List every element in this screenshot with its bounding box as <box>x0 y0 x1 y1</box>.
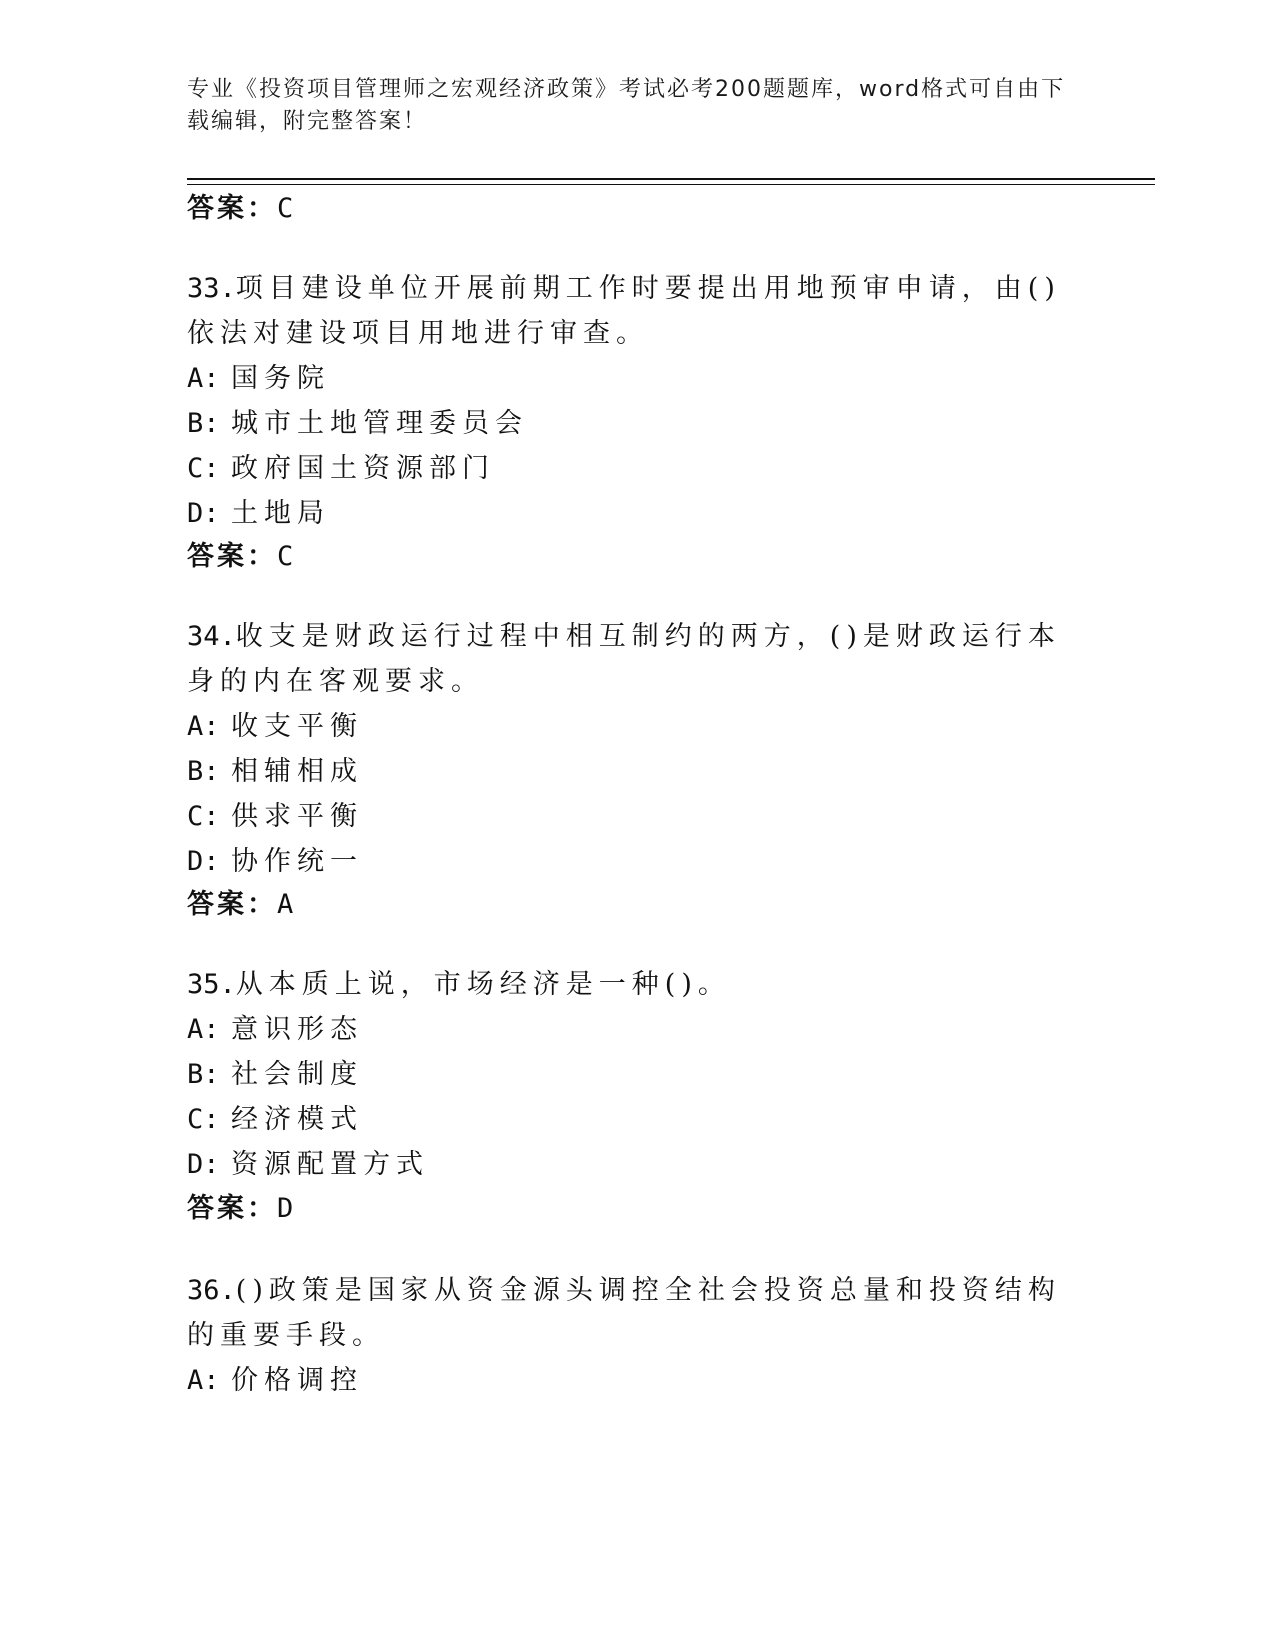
question-36 <box>187 1268 1087 1403</box>
option-a <box>187 1358 1087 1403</box>
option-text: 协作统一 <box>231 846 363 877</box>
answer-value: C <box>277 541 297 572</box>
option-text: 相辅相成 <box>231 756 363 787</box>
question-text: 收支是财政运行过程中相互制约的两方，()是财政运行本身的内在客观要求。 <box>187 621 1061 697</box>
answer-value: A <box>277 889 297 920</box>
option-text: 供求平衡 <box>231 801 363 832</box>
answer-label: 答案： <box>187 193 277 224</box>
answer-value: D <box>277 1193 297 1224</box>
question-stem <box>187 962 1087 1007</box>
header-rule-thick <box>187 178 1155 180</box>
option-a <box>187 1007 1087 1052</box>
option-key: A: <box>187 1365 220 1396</box>
option-key: C: <box>187 801 220 832</box>
option-b <box>187 749 1087 794</box>
option-text: 经济模式 <box>231 1104 363 1135</box>
answer-line <box>187 882 296 921</box>
option-text: 土地局 <box>231 498 330 529</box>
option-key: D: <box>187 498 220 529</box>
option-text: 资源配置方式 <box>231 1149 429 1180</box>
answer-label: 答案： <box>187 889 277 920</box>
option-text: 社会制度 <box>231 1059 363 1090</box>
option-d <box>187 491 1087 536</box>
option-key: A: <box>187 1014 220 1045</box>
question-34 <box>187 614 1087 884</box>
question-text: 项目建设单位开展前期工作时要提出用地预审申请，由()依法对建设项目用地进行审查。 <box>187 273 1061 349</box>
option-key: B: <box>187 408 220 439</box>
option-c <box>187 794 1087 839</box>
answer-value: C <box>277 193 297 224</box>
option-text: 城市土地管理委员会 <box>231 408 528 439</box>
header-rule-thin <box>187 184 1155 185</box>
question-text: 从本质上说，市场经济是一种()。 <box>235 969 731 1000</box>
option-c <box>187 1097 1087 1142</box>
option-a <box>187 704 1087 749</box>
option-d <box>187 1142 1087 1187</box>
option-key: C: <box>187 453 220 484</box>
answer-line <box>187 1186 296 1225</box>
option-a <box>187 356 1087 401</box>
option-key: B: <box>187 756 220 787</box>
question-number: 36. <box>187 1275 236 1306</box>
option-d <box>187 839 1087 884</box>
option-key: B: <box>187 1059 220 1090</box>
option-text: 收支平衡 <box>231 711 363 742</box>
question-number: 34. <box>187 621 236 652</box>
option-text: 价格调控 <box>231 1365 363 1396</box>
option-key: D: <box>187 1149 220 1180</box>
option-key: D: <box>187 846 220 877</box>
answer-line <box>187 534 296 573</box>
option-b <box>187 1052 1087 1097</box>
question-text: ()政策是国家从资金源头调控全社会投资总量和投资结构的重要手段。 <box>187 1275 1061 1351</box>
answer-label: 答案： <box>187 541 277 572</box>
option-text: 国务院 <box>231 363 330 394</box>
option-text: 意识形态 <box>231 1014 363 1045</box>
question-35 <box>187 962 1087 1187</box>
question-stem <box>187 1268 1087 1358</box>
option-c <box>187 446 1087 491</box>
option-text: 政府国土资源部门 <box>231 453 495 484</box>
option-key: A: <box>187 363 220 394</box>
question-number: 33. <box>187 273 236 304</box>
option-b <box>187 401 1087 446</box>
question-33 <box>187 266 1087 536</box>
question-number: 35. <box>187 969 236 1000</box>
question-stem <box>187 614 1087 704</box>
answer-line <box>187 186 296 225</box>
option-key: A: <box>187 711 220 742</box>
answer-label: 答案： <box>187 1193 277 1224</box>
document-header: 专业《投资项目管理师之宏观经济政策》考试必考200题题库，word格式可自由下载编辑，附完整答案！ <box>187 77 1066 134</box>
question-stem <box>187 266 1087 356</box>
option-key: C: <box>187 1104 220 1135</box>
